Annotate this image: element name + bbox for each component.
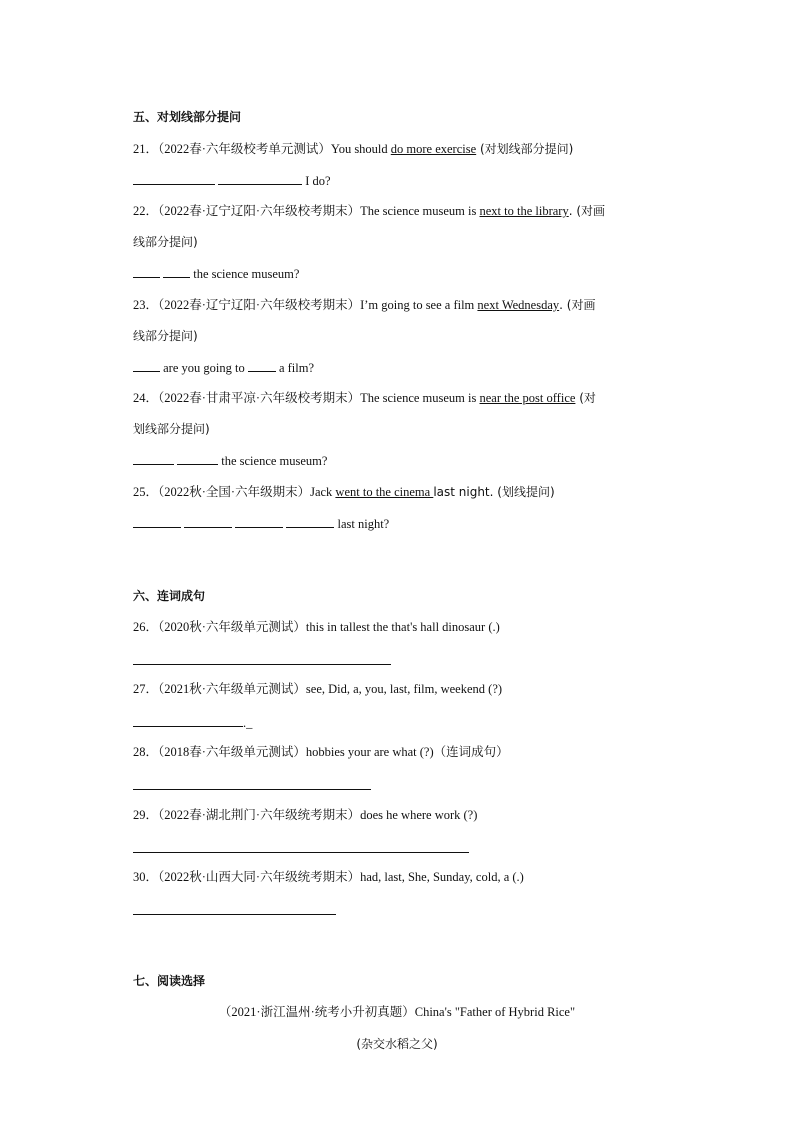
question-21-underlined: do more exercise	[390, 142, 477, 156]
answer-25	[133, 515, 389, 532]
question-25-suffix: last night. (划线提问)	[433, 485, 555, 499]
reading-title: （2021·浙江温州·统考小升初真题）China's "Father of Hybrid Rice"	[218, 1005, 576, 1019]
answer-27-text: ._	[243, 716, 253, 730]
answer-24-text: the science museum?	[218, 454, 328, 468]
question-25	[133, 484, 555, 500]
answer-21	[133, 172, 331, 189]
answer-24	[133, 452, 327, 469]
answer-blank[interactable]	[184, 515, 232, 528]
question-27: 27．（2021秋·六年级单元测试）see, Did, a, you, last, film, weekend (?)	[133, 682, 503, 696]
question-25-underlined: went to the cinema	[335, 485, 434, 499]
section-heading-5: 五、对划线部分提问	[133, 110, 242, 124]
question-22	[133, 203, 605, 219]
answer-27	[133, 714, 252, 731]
answer-23-text: are you going to	[160, 361, 248, 375]
question-24-continued: 划线部分提问)	[133, 422, 210, 436]
question-25-text: 25．（2022秋·全国·六年级期末）Jack	[133, 485, 336, 499]
question-28: 28．（2018春·六年级单元测试）hobbies your are what (?)（连词成句）	[133, 745, 509, 759]
question-23	[133, 297, 595, 313]
section-heading-7: 七、阅读选择	[133, 974, 206, 988]
question-23-continued: 线部分提问)	[133, 329, 198, 343]
answer-blank[interactable]	[218, 172, 302, 185]
answer-23-tail: a film?	[275, 361, 315, 375]
answer-line-30[interactable]	[133, 914, 336, 915]
answer-blank[interactable]	[133, 359, 160, 372]
question-24-underlined: near the post office	[479, 391, 576, 405]
answer-blank[interactable]	[235, 515, 283, 528]
answer-blank[interactable]	[286, 515, 334, 528]
question-23-text: 23．（2022春·辽宁辽阳·六年级校考期末）I’m going to see a film	[133, 298, 478, 312]
answer-blank[interactable]	[133, 452, 174, 465]
question-22-suffix: . (对画	[568, 204, 606, 218]
answer-blank[interactable]	[133, 515, 181, 528]
answer-blank[interactable]	[133, 714, 243, 727]
answer-22-text: the science museum?	[190, 267, 300, 281]
question-21	[133, 141, 573, 157]
answer-22	[133, 265, 299, 282]
question-24-text: 24．（2022春·甘肃平凉·六年级校考期末）The science museum is	[133, 391, 480, 405]
answer-21-text: I do?	[302, 174, 331, 188]
question-21-suffix: (对划线部分提问)	[476, 142, 574, 156]
question-21-text: 21．（2022春·六年级校考单元测试）You should	[133, 142, 391, 156]
answer-line-29[interactable]	[133, 852, 469, 853]
question-30: 30．（2022秋·山西大同·六年级统考期末）had, last, She, Sunday, cold, a (.)	[133, 870, 524, 884]
question-23-suffix: . (对画	[559, 298, 596, 312]
question-23-underlined: next Wednesday	[477, 298, 560, 312]
answer-blank[interactable]	[163, 265, 190, 278]
question-24	[133, 390, 596, 406]
answer-25-text: last night?	[334, 517, 390, 531]
question-24-suffix: (对	[575, 391, 596, 405]
section-heading-6: 六、连词成句	[133, 589, 206, 603]
question-22-underlined: next to the library	[479, 204, 569, 218]
question-26: 26．（2020秋·六年级单元测试）this in tallest the that's hall dinosaur (.)	[133, 620, 500, 634]
question-22-text: 22．（2022春·辽宁辽阳·六年级校考期末）The science museum is	[133, 204, 480, 218]
answer-line-28[interactable]	[133, 789, 371, 790]
answer-blank[interactable]	[133, 172, 215, 185]
question-29: 29．（2022春·湖北荆门·六年级统考期末）does he where work (?)	[133, 808, 478, 822]
answer-blank[interactable]	[248, 359, 276, 372]
answer-23	[133, 359, 314, 376]
question-22-continued: 线部分提问)	[133, 235, 198, 249]
answer-line-26[interactable]	[133, 664, 391, 665]
answer-blank[interactable]	[133, 265, 160, 278]
answer-blank[interactable]	[177, 452, 218, 465]
reading-subtitle: (杂交水稻之父)	[356, 1037, 438, 1051]
